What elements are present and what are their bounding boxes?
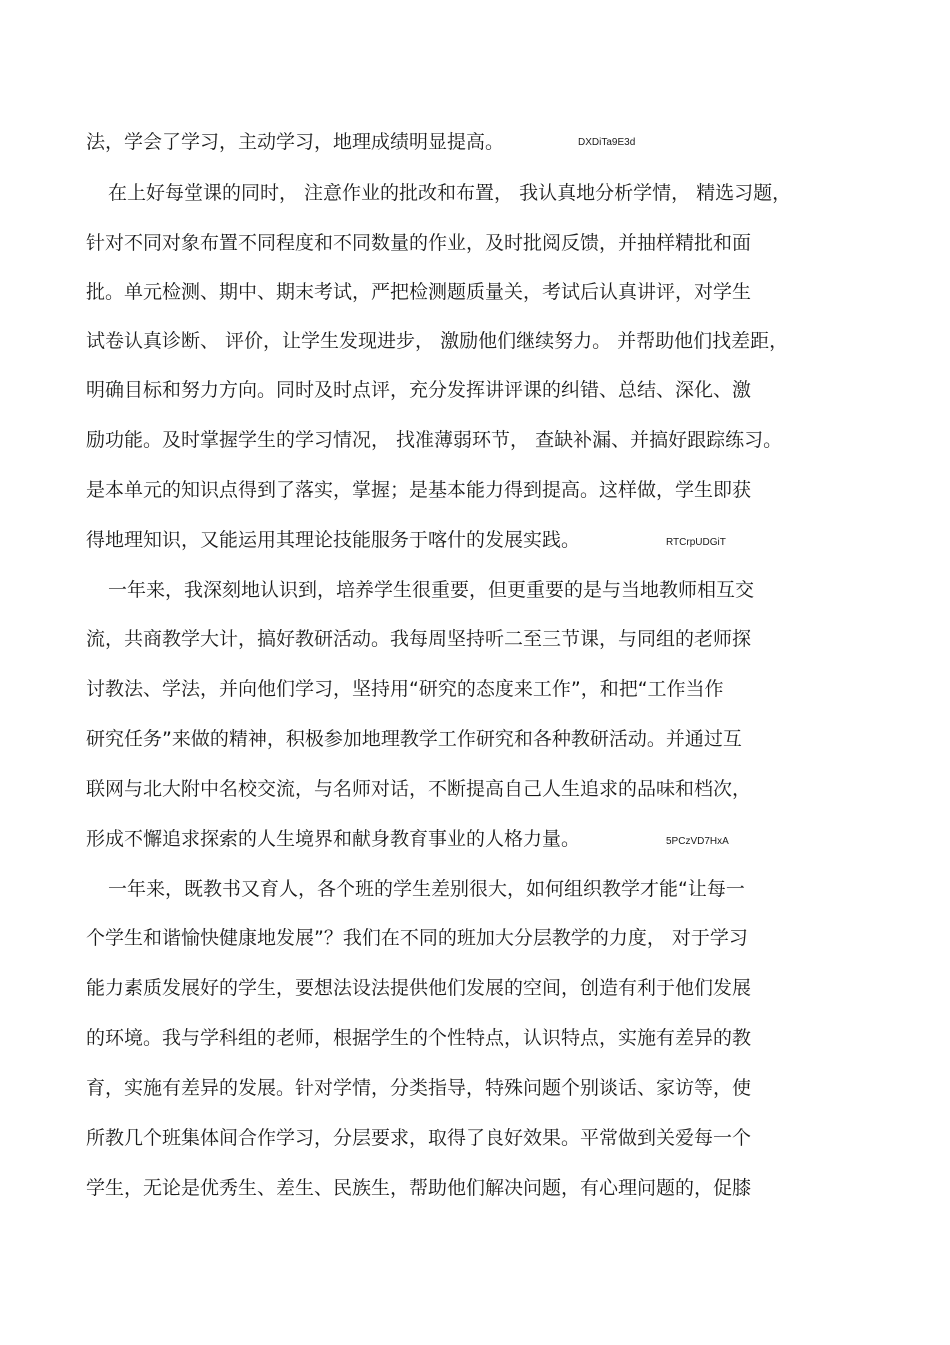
text-line-13: 研究任务”来做的精神，积极参加地理教学工作研究和各种教研活动。并通过互 [86, 728, 742, 750]
text-line-1: 法，学会了学习，主动学习，地理成绩明显提高。 [86, 131, 505, 153]
text-line-14: 联网与北大附中名校交流，与名师对话，不断提高自己人生追求的品味和档次， [86, 778, 752, 800]
text-line-21: 所教几个班集体间合作学习，分层要求，取得了良好效果。平常做到关爱每一个 [86, 1127, 752, 1149]
text-line-8: 是本单元的知识点得到了落实，掌握；是基本能力得到提高。这样做，学生即获 [86, 479, 752, 501]
text-line-3: 针对不同对象布置不同程度和不同数量的作业，及时批阅反馈，并抽样精批和面 [86, 232, 752, 254]
text-line-22: 学生，无论是优秀生、差生、民族生，帮助他们解决问题，有心理问题的，促膝 [86, 1177, 752, 1199]
text-line-15: 形成不懈追求探索的人生境界和献身教育事业的人格力量。 [86, 828, 581, 850]
text-line-20: 育，实施有差异的发展。针对学情，分类指导，特殊问题个别谈话、家访等，使 [86, 1077, 752, 1099]
text-line-19: 的环境。我与学科组的老师，根据学生的个性特点，认识特点，实施有差异的教 [86, 1027, 752, 1049]
text-line-6: 明确目标和努力方向。同时及时点评，充分发挥讲评课的纠错、总结、深化、激 [86, 379, 752, 401]
text-line-12: 讨教法、学法，并向他们学习，坚持用“研究的态度来工作”，和把“工作当作 [86, 678, 724, 700]
watermark-code-1: DXDiTa9E3d [578, 137, 636, 148]
text-line-2: 在上好每堂课的同时， 注意作业的批改和布置， 我认真地分析学情， 精选习题， [108, 182, 792, 204]
text-line-4: 批。单元检测、期中、期末考试，严把检测题质量关，考试后认真讲评，对学生 [86, 281, 752, 303]
text-line-10: 一年来，我深刻地认识到，培养学生很重要，但更重要的是与当地教师相互交 [108, 579, 755, 601]
watermark-code-3: 5PCzVD7HxA [666, 836, 729, 847]
text-line-9: 得地理知识，又能运用其理论技能服务于喀什的发展实践。 [86, 529, 581, 551]
text-line-11: 流，共商教学大计，搞好教研活动。我每周坚持听二至三节课，与同组的老师探 [86, 628, 752, 650]
text-line-5: 试卷认真诊断、 评价，让学生发现进步， 激励他们继续努力。 并帮助他们找差距， [86, 330, 789, 352]
text-line-16: 一年来，既教书又育人，各个班的学生差别很大，如何组织教学才能“让每一 [108, 878, 745, 900]
text-line-7: 励功能。及时掌握学生的学习情况， 找准薄弱环节， 查缺补漏、并搞好跟踪练习。 [86, 429, 783, 451]
watermark-code-2: RTCrpUDGiT [666, 537, 726, 548]
text-line-18: 能力素质发展好的学生，要想法设法提供他们发展的空间，创造有利于他们发展 [86, 977, 752, 999]
text-line-17: 个学生和谐愉快健康地发展”？我们在不同的班加大分层教学的力度， 对于学习 [86, 927, 748, 949]
